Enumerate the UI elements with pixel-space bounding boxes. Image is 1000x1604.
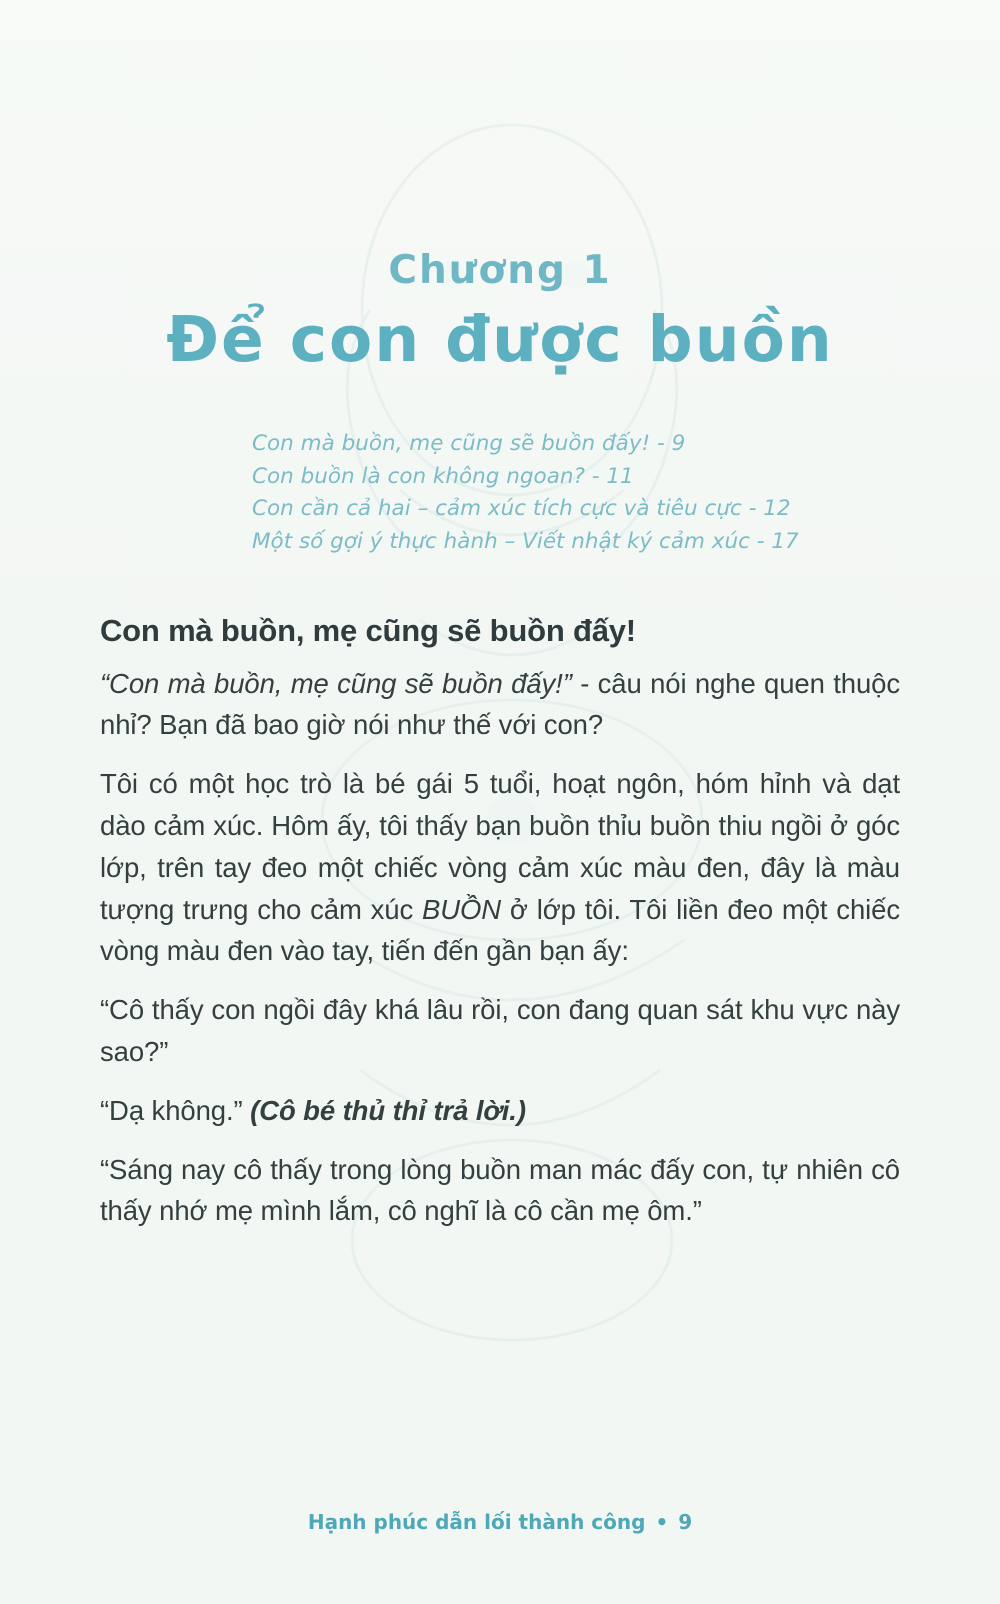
footer-separator: • xyxy=(655,1510,669,1534)
footer-page-number: 9 xyxy=(678,1510,693,1534)
footer-book-title: Hạnh phúc dẫn lối thành công xyxy=(307,1510,646,1534)
chapter-label: Chương 1 xyxy=(388,248,612,293)
toc-item: Con buồn là con không ngoan? - 11 xyxy=(252,463,634,489)
page-footer xyxy=(0,1510,1000,1534)
paragraph xyxy=(100,763,900,972)
toc-item: Một số gợi ý thực hành – Viết nhật ký cảm xúc - 17 xyxy=(252,529,799,555)
paragraph xyxy=(100,989,900,1073)
paragraph-span: - câu nói nghe quen thuộc nhỉ? Bạn đã bao giờ nói như thế với con? xyxy=(100,667,900,741)
paragraph-span: “Con mà buồn, mẹ cũng sẽ buồn đấy!” xyxy=(100,667,572,699)
paragraph-span: “Dạ không.” xyxy=(100,1094,251,1126)
chapter-title: Để con được buồn xyxy=(166,303,834,376)
toc-item: Con cần cả hai – cảm xúc tích cực và tiêu cực - 12 xyxy=(252,496,791,522)
chapter-contents-list xyxy=(100,428,900,559)
page-content xyxy=(0,248,1000,1232)
paragraph-span: Tôi có một học trò là bé gái 5 tuổi, hoạt ngôn, hóm hỉnh và dạt dào cảm xúc. Hôm ấy, tôi thấy bạn buồn thỉu buồn thiu ngồi ở góc lớp, trên tay đeo một chiếc vòng cảm xúc màu đen, đây là màu tượng trưng cho cảm xúc xyxy=(100,768,900,925)
paragraph-span: “Cô thấy con ngồi đây khá lâu rồi, con đang quan sát khu vực này sao?” xyxy=(100,994,900,1068)
paragraph-span: ở lớp tôi. Tôi liền đeo một chiếc vòng màu đen vào tay, tiến đến gần bạn ấy: xyxy=(100,893,900,967)
section-heading: Con mà buồn, mẹ cũng sẽ buồn đấy! xyxy=(100,612,636,648)
toc-item: Con mà buồn, mẹ cũng sẽ buồn đấy! - 9 xyxy=(252,431,686,456)
paragraph xyxy=(100,663,900,747)
paragraph xyxy=(100,1149,900,1233)
paragraph-span: “Sáng nay cô thấy trong lòng buồn man mác đấy con, tự nhiên cô thấy nhớ mẹ mình lắm, cô nghĩ là cô cần mẹ ôm.” xyxy=(100,1153,900,1227)
paragraph-emphasis: (Cô bé thủ thỉ trả lời.) xyxy=(250,1094,526,1126)
paragraph xyxy=(100,1090,900,1132)
paragraph-emphasis: BUỒN xyxy=(422,893,502,925)
